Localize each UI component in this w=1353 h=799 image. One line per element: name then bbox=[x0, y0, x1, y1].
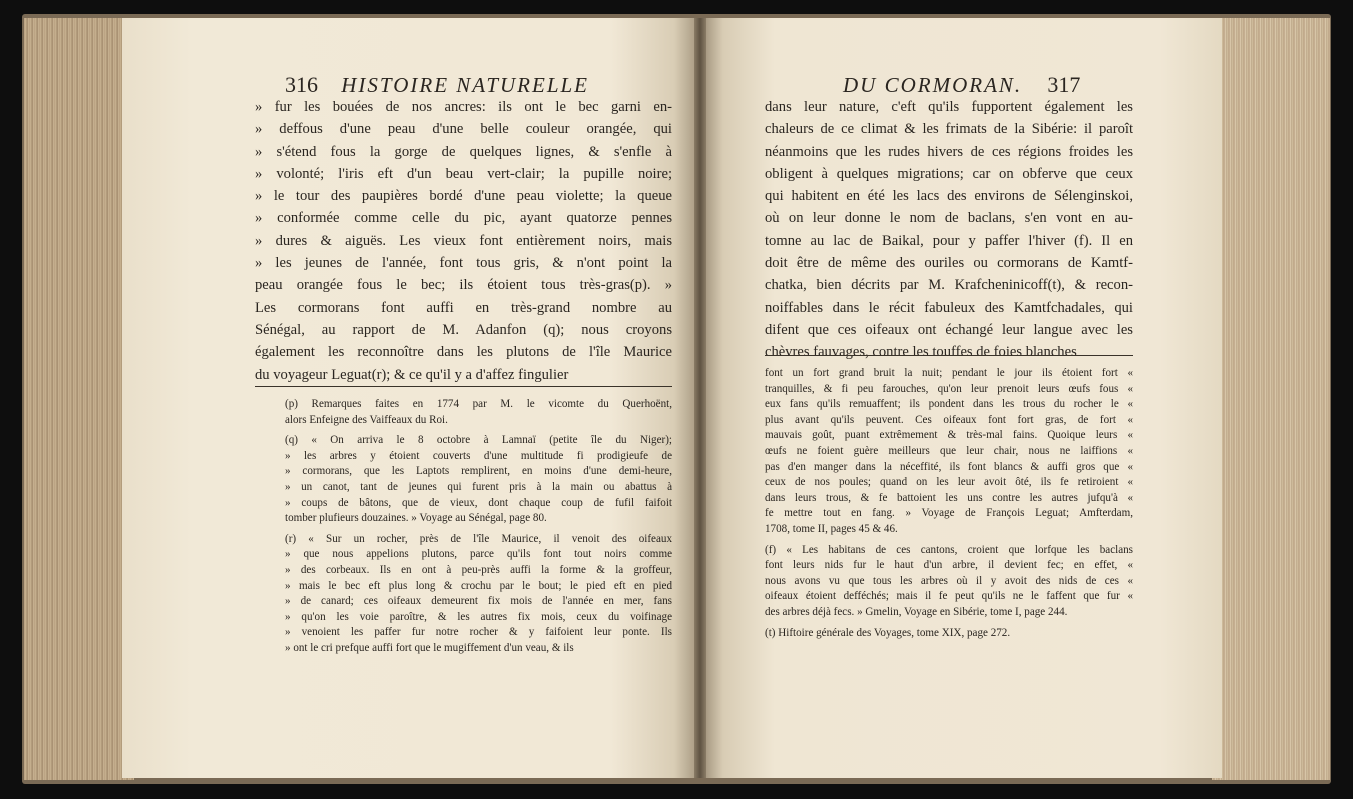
footnote-line: » qu'on les voie paroître, & les autres fix mois, ceux du voifinage bbox=[285, 610, 672, 623]
footnote-line: » cormorans, que les Laptots remplirent, en moins d'une demi-heure, bbox=[285, 465, 672, 478]
page-edges-right bbox=[1212, 18, 1330, 780]
footnote-line: » un canot, tant de jeunes qui furent pris à la main ou abattus à bbox=[285, 480, 672, 493]
footnote-line: oifeaux étoient defféchés; mais il fe peut qu'ils ne le faffent que fur « bbox=[765, 590, 1133, 603]
footnote-line: font un fort grand bruit la nuit; pendant le jour ils étoient fort « bbox=[765, 367, 1133, 379]
footnote-line: plus avant qu'ils peuvent. Ces oifeaux font fort gras, de fort « bbox=[765, 413, 1133, 426]
footnote-line: font leurs nids fur le haut d'un arbre, il devient fec; en effet, « bbox=[765, 559, 1133, 572]
footnote bbox=[285, 397, 672, 428]
body-line: du voyageur Leguat(r); & ce qu'il y a d'affez fingulier bbox=[255, 366, 569, 383]
body-line: » dures & aiguës. Les vieux font entièrement noirs, mais bbox=[255, 232, 672, 249]
footnote-line: mauvais goût, puant extrêmement & très-mal fains. Quoique leurs « bbox=[765, 429, 1133, 442]
footnote-line: alors Enfeigne des Vaiffeaux du Roi. bbox=[285, 413, 448, 426]
body-line: tomne au lac de Baikal, pour y paffer l'hiver (f). Il en bbox=[765, 232, 1133, 249]
body-line: dans leur nature, c'eft qu'ils fupportent également les bbox=[765, 99, 1133, 115]
body-line: » fur les bouées de nos ancres: ils ont le bec garni en- bbox=[255, 99, 672, 115]
footnote-line: » de canard; ces oifeaux demeurent fix mois de l'année en mer, fans bbox=[285, 595, 672, 608]
footnote-line: » coups de bâtons, que de vieux, dont chaque coup de fufil faifoit bbox=[285, 496, 672, 509]
body-line: » conformée comme celle du pic, ayant quatorze pennes bbox=[255, 210, 672, 227]
footnote-line: eux fans qu'ils remuaffent; ils pondent dans les trous du rocher le « bbox=[765, 398, 1133, 411]
right-running-head: DU CORMORAN. bbox=[843, 73, 1023, 97]
body-line: noiffables dans le récit fabuleux des Kamtfchadales, qui bbox=[765, 299, 1133, 316]
body-line: doit être de même des ouriles ou cormorans de Kamtf- bbox=[765, 255, 1133, 272]
footnote-line: » les arbres y étoient couverts d'une multitude fi prodigieufe de bbox=[285, 449, 672, 462]
left-footnote-rule bbox=[255, 386, 672, 387]
body-line: peau orangée fous le bec; ils étoient tous très-gras(p). » bbox=[255, 277, 672, 294]
footnote-line: (t) Hiftoire générale des Voyages, tome XIX, page 272. bbox=[765, 626, 1011, 639]
footnote-line: » que nous appelions plutons, parce qu'ils font tout noirs comme bbox=[285, 548, 672, 561]
footnote-line: des arbres déjà fecs. » Gmelin, Voyage en Sibérie, tome I, page 244. bbox=[765, 605, 1068, 618]
footnote-line: » des corbeaux. Ils en ont à peu-près auffi la forme & la groffeur, bbox=[285, 563, 672, 576]
footnote-line: fe mettre tout en fang. » Voyage de François Leguat; Amfterdam, bbox=[765, 507, 1133, 520]
footnote-line: tranquilles, & fi peu farouches, qu'on leur prenoit leurs œufs fous « bbox=[765, 382, 1133, 395]
body-line: » deffous d'une peau d'une belle couleur orangée, qui bbox=[255, 121, 672, 138]
body-line: néanmoins que les rudes hivers de ces régions froides les bbox=[765, 143, 1133, 160]
body-line: chatka, bien décrits par M. Krafcheninicoff(t), & recon- bbox=[765, 277, 1133, 294]
footnote-line: 1708, tome II, pages 45 & 46. bbox=[765, 522, 898, 535]
footnote-line: pas d'en manger dans la néceffité, ils font blancs & auffi gros que « bbox=[765, 460, 1133, 473]
body-line: » volonté; l'iris eft d'un beau vert-clair; la pupille noire; bbox=[255, 165, 672, 182]
body-line: où on leur donne le nom de baclans, s'en vont en au- bbox=[765, 210, 1133, 227]
footnote bbox=[765, 366, 1133, 538]
footnote-line: » mais le bec eft plus long & crochu par le bout; le pied eft en pied bbox=[285, 579, 672, 592]
footnote bbox=[285, 532, 672, 657]
right-footnotes bbox=[765, 366, 1133, 641]
book-gutter bbox=[694, 18, 706, 778]
left-page-number: 316 bbox=[285, 72, 318, 97]
footnote-line: tomber plufieurs douzaines. » Voyage au Sénégal, page 80. bbox=[285, 512, 547, 525]
left-header bbox=[285, 72, 589, 98]
footnote-line: » venoient les paffer fur notre rocher & y faifoient leur ponte. Ils bbox=[285, 626, 672, 639]
footnote-line: (r) « Sur un rocher, près de l'île Maurice, il venoit des oifeaux bbox=[285, 532, 672, 545]
body-line: » les jeunes de l'année, font tous gris, & n'ont point la bbox=[255, 255, 672, 272]
right-page-number: 317 bbox=[1047, 72, 1081, 97]
footnote-line: œufs ne foient guère meilleurs que leur chair, nous ne laiffions « bbox=[765, 444, 1133, 457]
left-footnotes bbox=[285, 397, 672, 657]
footnote-line: nous avons vu que tous les arbres où il y avoit des nids de ces « bbox=[765, 574, 1133, 587]
footnote bbox=[765, 543, 1133, 621]
footnote-line: (q) « On arriva le 8 octobre à Lamnaï (petite île du Niger); bbox=[285, 434, 672, 447]
footnote bbox=[285, 433, 672, 527]
body-line: » s'étend fous la gorge de quelques lignes, & s'enfle à bbox=[255, 143, 672, 160]
page-edges-left bbox=[24, 18, 134, 780]
footnote-line: dans leurs trous, & fe battoient les uns contre les autres jufqu'à « bbox=[765, 491, 1133, 504]
body-line: Sénégal, au rapport de M. Adanfon (q); nous croyons bbox=[255, 321, 672, 338]
right-body-text bbox=[765, 96, 1133, 364]
body-line: également les reconnoître dans les plutons de l'île Maurice bbox=[255, 344, 672, 361]
right-header bbox=[843, 72, 1080, 98]
footnote-line: » ont le cri prefque auffi fort que le mugiffement d'un veau, & ils bbox=[285, 641, 574, 654]
right-footnote-rule bbox=[765, 355, 1133, 356]
body-line: obligent à quelques migrations; car on obferve que ceux bbox=[765, 165, 1133, 182]
body-line: chaleurs de ce climat & les frimats de la Sibérie: il paroît bbox=[765, 121, 1133, 138]
body-line: chèvres fauvages, contre les touffes de foies blanches bbox=[765, 344, 1077, 361]
footnote-line: ceux de nos poules; quand on les leur avoit ôté, ils fe retiroient « bbox=[765, 476, 1133, 489]
left-body-text bbox=[255, 96, 672, 386]
body-line: » le tour des paupières bordé d'une peau violette; la queue bbox=[255, 188, 672, 205]
left-running-head: HISTOIRE NATURELLE bbox=[341, 73, 590, 97]
footnote-line: (p) Remarques faites en 1774 par M. le vicomte du Querhoënt, bbox=[285, 398, 672, 410]
footnote bbox=[765, 626, 1133, 642]
body-line: difent que ces oifeaux ont échangé leur langue avec les bbox=[765, 321, 1133, 338]
footnote-line: (f) « Les habitans de ces cantons, croient que lorfque les baclans bbox=[765, 543, 1133, 556]
body-line: qui habitent en été les lacs des environs de Sélenginskoi, bbox=[765, 188, 1133, 205]
body-line: Les cormorans font auffi en très-grand nombre au bbox=[255, 299, 672, 316]
